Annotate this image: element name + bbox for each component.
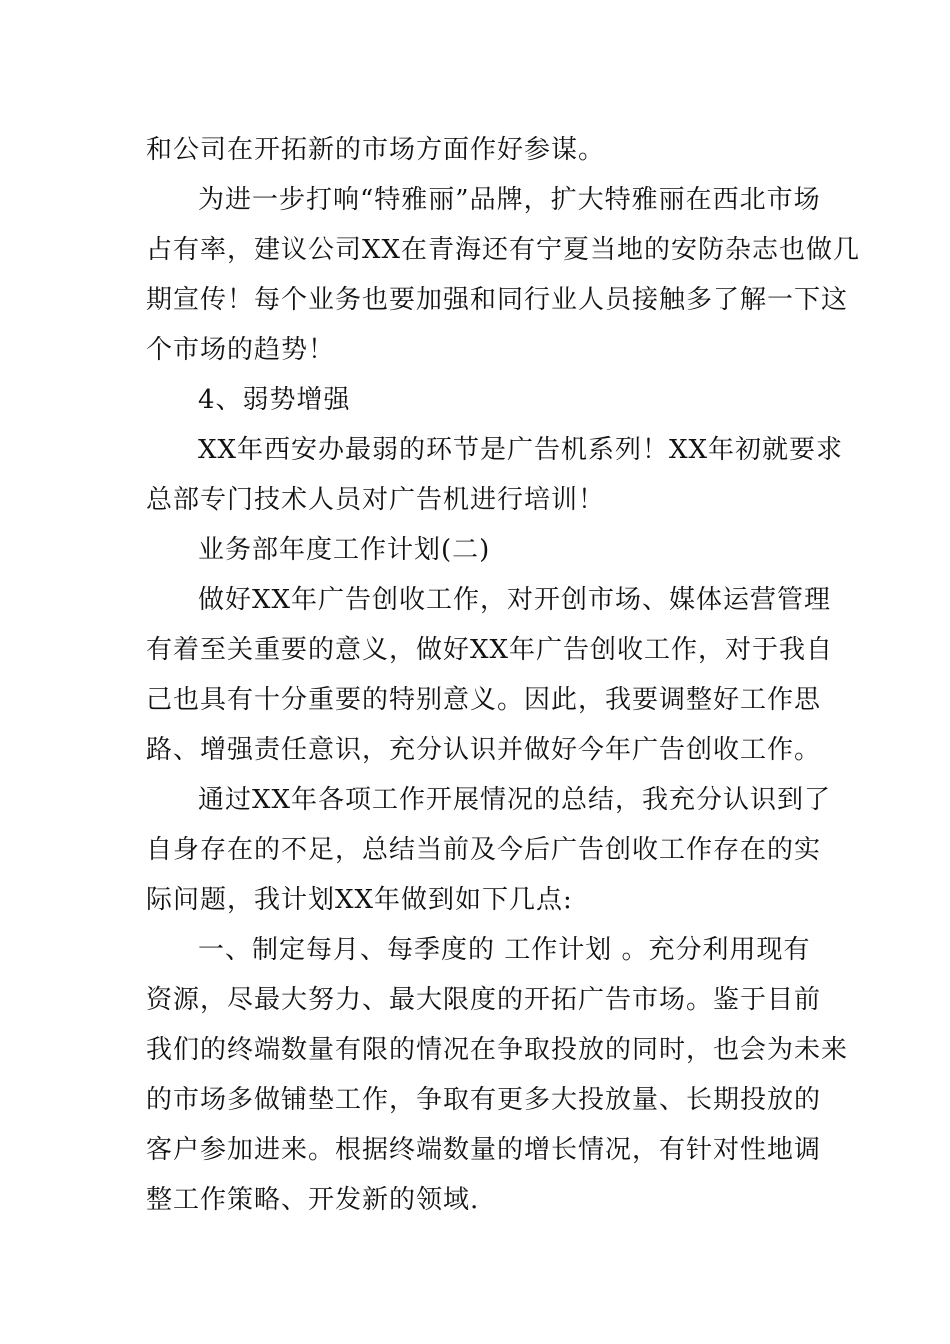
text-line: 路、增强责任意识，充分认识并做好今年广告创收工作。 — [146, 735, 822, 765]
section-title: 业务部年度工作计划(二) — [198, 535, 491, 565]
text-line: 际问题，我计划XX年做到如下几点: — [146, 885, 573, 915]
text-line: 做好XX年广告创收工作，对开创市场、媒体运营管理 — [198, 585, 832, 615]
text-line: 的市场多做铺垫工作，争取有更多大投放量、长期投放的 — [146, 1085, 822, 1115]
text-line: 占有率，建议公司XX在青海还有宁夏当地的安防杂志也做几 — [146, 235, 861, 265]
text-line: 客户参加进来。根据终端数量的增长情况，有针对性地调 — [146, 1135, 822, 1165]
section-heading: 4、弱势增强 — [198, 385, 351, 415]
text-line: 总部专门技术人员对广告机进行培训！ — [146, 485, 606, 515]
text-line: 己也具有十分重要的特别意义。因此，我要调整好工作思 — [146, 685, 822, 715]
text-line: 和公司在开拓新的市场方面作好参谋。 — [146, 135, 606, 165]
text-line: 个市场的趋势！ — [146, 335, 336, 365]
text-line: 一、制定每月、每季度的 工作计划 。充分利用现有 — [198, 935, 811, 965]
text-line: 整工作策略、开发新的领域. — [146, 1185, 480, 1215]
text-line: 通过XX年各项工作开展情况的总结，我充分认识到了 — [198, 785, 832, 815]
text-line: 自身存在的不足，总结当前及今后广告创收工作存在的实 — [146, 835, 822, 865]
text-line: 有着至关重要的意义，做好XX年广告创收工作，对于我自 — [146, 635, 834, 665]
text-line: 期宣传！每个业务也要加强和同行业人员接触多了解一下这 — [146, 285, 849, 315]
document-body — [146, 125, 861, 1225]
text-line: 为进一步打响“特雅丽”品牌，扩大特雅丽在西北市场 — [198, 185, 821, 215]
text-line: XX年西安办最弱的环节是广告机系列！XX年初就要求 — [198, 435, 844, 465]
text-line: 我们的终端数量有限的情况在争取投放的同时，也会为未来 — [146, 1035, 849, 1065]
text-line: 资源，尽最大努力、最大限度的开拓广告市场。鉴于目前 — [146, 985, 822, 1015]
